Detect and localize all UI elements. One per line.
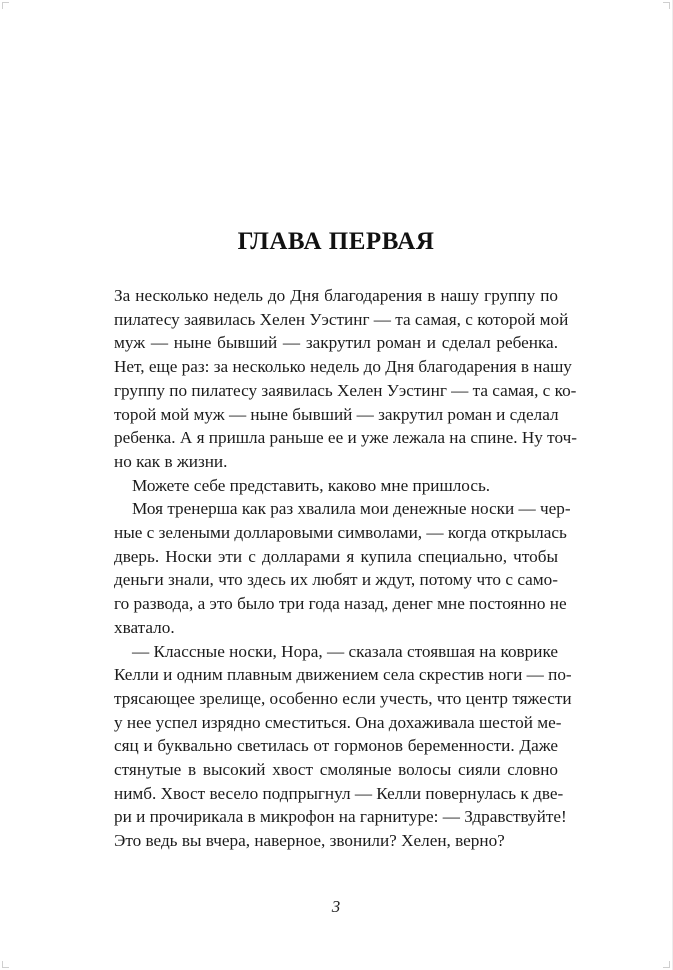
text-line: Это ведь вы вчера, наверное, звонили? Хелен, верно? <box>114 831 505 851</box>
paragraph-1 <box>114 284 577 474</box>
chapter-title: ГЛАВА ПЕРВАЯ <box>237 228 435 255</box>
text-line: го развода, а это было три года назад, денег мне постоянно не <box>114 594 567 614</box>
text-line: ребенка. А я пришла раньше ее и уже лежала на спине. Ну точ- <box>114 428 577 448</box>
crop-mark-bottom-left <box>2 961 9 968</box>
text-line: пилатесу заявилась Хелен Уэстинг — та самая, с которой мой <box>114 309 569 329</box>
paragraph-3 <box>114 497 571 639</box>
text-line: торой мой муж — ныне бывший — закрутил роман и сделал <box>114 404 559 424</box>
text-line: За несколько недель до Дня благодарения в нашу группу по <box>114 286 558 305</box>
text-line: Моя тренерша как раз хвалила мои денежные носки — чер- <box>132 499 571 519</box>
text-line: ри и прочирикала в микрофон на гарнитуре: — Здравствуйте! <box>114 807 567 827</box>
text-line: у нее успел изрядно сместиться. Она дохаживала шестой ме- <box>114 712 562 732</box>
text-line: хватало. <box>114 617 175 637</box>
text-line: трясающее зрелище, особенно если учесть, что центр тяжести <box>114 688 572 708</box>
text-line: дверь. Носки эти с долларами я купила специально, чтобы <box>114 546 558 566</box>
text-line: муж — ныне бывший — закрутил роман и сделал ребенка. <box>114 333 558 353</box>
text-line: сяц и буквально светилась от гормонов беременности. Даже <box>114 736 558 756</box>
text-line: Нет, еще раз: за несколько недель до Дня благодарения в нашу <box>114 357 572 377</box>
text-line: стянутые в высокий хвост смоляные волосы сияли словно <box>114 760 558 780</box>
text-line: Келли и одним плавным движением села скрестив ноги — по- <box>114 665 572 685</box>
chapter-text <box>114 284 577 853</box>
text-line: — Классные носки, Нора, — сказала стоявшая на коврике <box>132 641 558 661</box>
page-number: 3 <box>331 897 341 916</box>
text-line: Можете себе представить, каково мне пришлось. <box>132 475 491 495</box>
text-line: группу по пилатесу заявилась Хелен Уэстинг — та самая, с ко- <box>114 380 577 400</box>
text-line: деньги знали, что здесь их любят и ждут, потому что с само- <box>114 570 558 590</box>
text-line: ные с зелеными долларовыми символами, — когда открылась <box>114 523 567 543</box>
crop-mark-bottom-right <box>663 961 670 968</box>
paragraph-4 <box>114 640 572 853</box>
crop-mark-top-right <box>663 2 670 9</box>
crop-mark-top-left <box>2 2 9 9</box>
paragraph-2 <box>114 474 558 498</box>
text-line: нимб. Хвост весело подпрыгнул — Келли повернулась к две- <box>114 783 564 803</box>
text-line: но как в жизни. <box>114 451 228 471</box>
